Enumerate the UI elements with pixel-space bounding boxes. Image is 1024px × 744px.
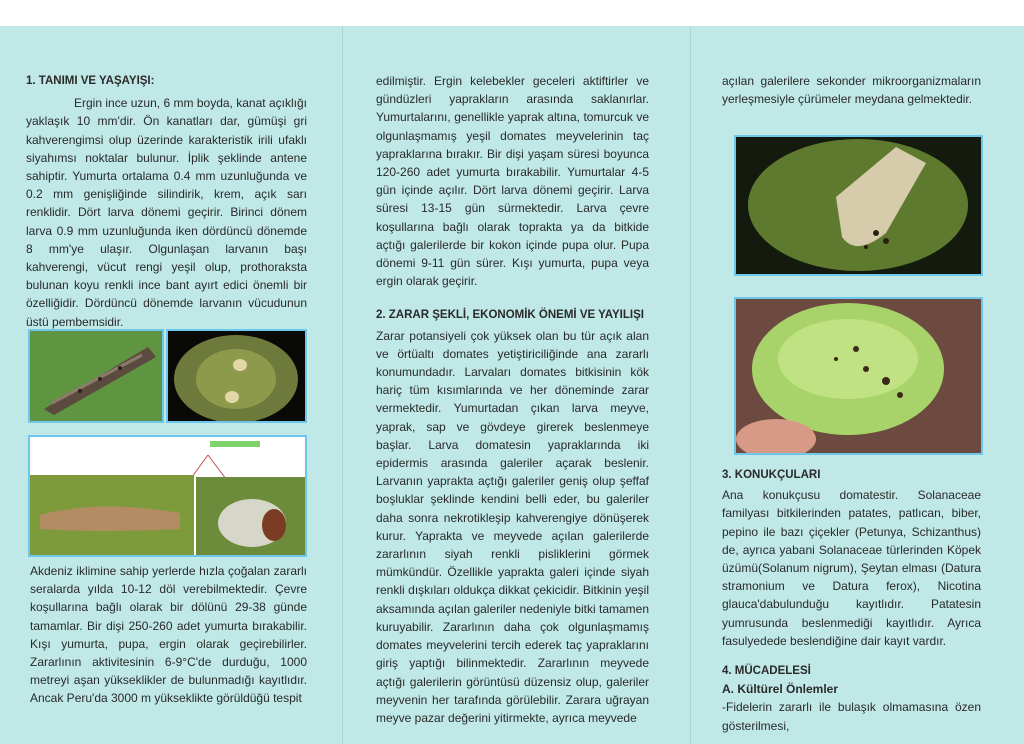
column-2 [376, 72, 649, 727]
column-1 [26, 72, 307, 331]
section-3-heading: 3. KONUKÇULARI [722, 469, 821, 481]
section-1-text-continued: Akdeniz iklimine sahip yerlerde hızla çoğalan zararlı seralarda yılda 10-12 döl verebilmektedir. Çevre koşullarına bağlı olarak bir dölünü 29-38 günde tamamlar. Bir dişi 250-260 adet yumurta bırakabilir. Kışı yumurta, pupa, ergin olarak geçirebilirler. Zararlının aktivitesinin 6-9°C'de durduğu, 1000 metreyi aşan yükseklikler de bulunmadığı kayıtlıdır. Ancak Peru'da 3000 m yükseklikte görüldüğü tespit [30, 564, 307, 706]
section-2-text: Zarar potansiyeli çok yüksek olan bu tür açık alan ve örtüaltı domates yetiştiriciliğinde ana zararlı konumundadır. Larvaları domates bitkisinin kök hariç tüm kısımlarında ve her döneminde zarar vermektedir. Yumurtadan çıkan larva meyve, yaprak, sap ve gövdeye girerek beslenmeye başlar. Larva domatesin yapraklarında iki epidermis arasında galeriler açarak beslenir. Larvanın yaprakta açtığı galeriler geniş olup şeffaf boşluklar şeklinde kendini belli eder, bu galeriler daha sonra nekrotikleşip kahverengiye dönüşerek kurur. Yaprakta ve meyvede açılan galerilerde zararlının siyah renkli pisliklerini görmek mümkündür. Özellikle yaprakta galeri içinde siyah renkli dışkıları oldukça dikkat çekicidir. Bitkinin yeşil aksamında açılan galeriler nedeniyle bitki tamamen kuruyabilir. Zararlının daha çok olgunlaşmamış domates meyvelerini tercih ederek taç yapraklarını giriş yaptığı bilinmektedir. Zararlının meyvede açtığı galerilerin görüntüsü düzensiz olup, galeriler meyvenin her tarafında görülebilir. Zarara uğrayan meyve pazar değerini yitirmekte, ayrıca meyvede [376, 328, 649, 725]
column-3-lower [722, 466, 981, 735]
fold-line [342, 26, 343, 744]
section-2-heading: 2. ZARAR ŞEKLİ, EKONOMİK ÖNEMİ VE YAYILIŞI [376, 309, 644, 322]
tomato-photo [734, 297, 983, 455]
section-1-text-end: edilmiştir. Ergin kelebekler geceleri aktiftirler ve gündüzleri yaprakların arasında saklanırlar. Yumurtalarını, genellikle yaprak altına, tomurcuk ve olgunlaşmamış yeşil domates meyvelerinin taç yapraklarına bırakır. Bir dişi yaşam süresi boyunca 120-260 adet yumurta bırakabilir. Yumurtalar 4-5 gün içinde açılır. Dört larva dönemi geçirir. Larva süresi 13-15 gün sürmektedir. Larva çevre koşullarına bağlı olarak toprakta ya da bitkide açtığı galerilerde bir kokon içinde pupa olur. Pupa dönemi 9-11 gün sürer. Kışı yumurta, pupa veya ergin olarak geçirir. [376, 74, 649, 289]
section-4-subheading: A. Kültürel Önlemler [722, 682, 839, 697]
section-1-text: Ergin ince uzun, 6 mm boyda, kanat açıklığı yaklaşık 10 mm'dir. Ön kanatları dar, gümüşi gri kahverengimsi olup üzerinde karakteristik irili ufaklı siyahımsı noktalar bulunur. İplik şeklinde antene sahiptir. Yumurta ortalama 0.4 mm uzunluğunda ve 0.2 mm genişliğinde silindirik, krem, açık sarı renklidir. Dört larva dönemi geçirir. Birinci dönem larva 0.9 mm uzunluğunda iken dördüncü dönemde 8 mm'ye ulaşır. Olgunlaşan larvanın başı kahverengi, vücut rengi yeşil olup, prothoraksta bulunan koyu renkli ince bant ayırt edici önemli bir özelliğidir. Dördüncü dönemde larvanın vücudunun üstü pembemsidir. [26, 96, 307, 329]
section-4-text: -Fidelerin zararlı ile bulaşık olmamasına özen gösterilmesi, [722, 700, 981, 733]
column-1-lower [30, 562, 307, 708]
egg-photo [166, 329, 307, 423]
larva-photo [28, 435, 307, 557]
leaf-mine-photo [734, 135, 983, 276]
section-1-heading: 1. TANIMI VE YAŞAYIŞI: [26, 75, 155, 87]
column-3 [722, 72, 981, 108]
section-3-text: Ana konukçusu domatestir. Solanaceae familyası bitkilerinden patates, patlıcan, biber, pepino ile bazı çiçekler (Petunya, Schizanthus) de, ayrıca yabani Solanaceae türlerinden Köpek üzümü(Solanum nigrum), Şeytan elması (Datura stramonium ve Datura ferox), Nicotina glauca'dabulunduğu kayıtlıdır. Patatesin yumrusunda beslenmediği kayıtlıdır. Ayrıca fasulyedede beslendiğine dair kayıt vardır. [722, 488, 981, 648]
section-2-text-end: açılan galerilere sekonder mikroorganizmaların yerleşmesiyle çürümeler meydana gelmektedir. [722, 74, 981, 107]
moth-photo [28, 329, 164, 423]
section-4-heading: 4. MÜCADELESİ [722, 665, 811, 678]
fold-line [690, 26, 691, 744]
